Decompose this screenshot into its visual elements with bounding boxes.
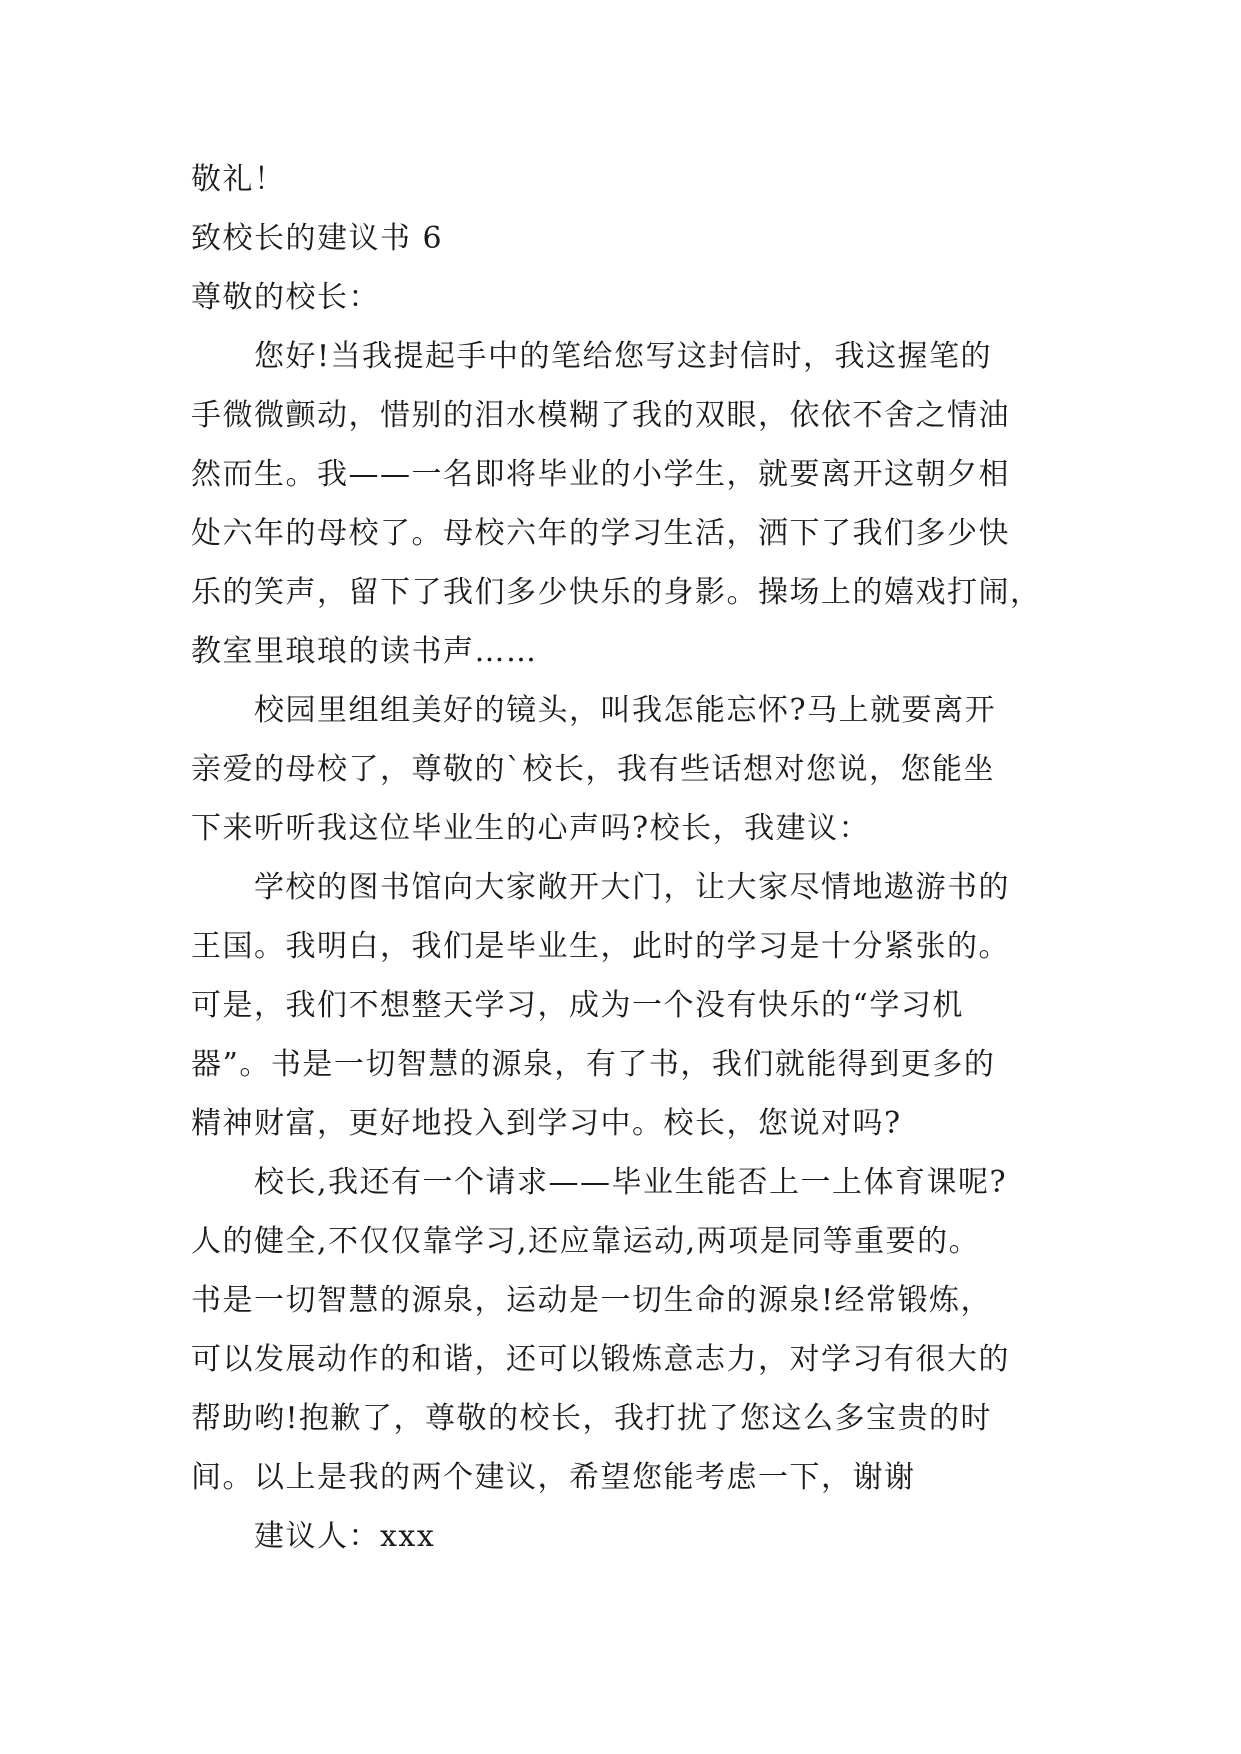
paragraph-line: 人的健全,不仅仅靠学习,还应靠运动,两项是同等重要的。 (191, 1224, 981, 1259)
paragraph-line: 乐的笑声，留下了我们多少快乐的身影。操场上的嬉戏打闹， (191, 575, 1042, 610)
paragraph-line: 学校的图书馆向大家敞开大门，让大家尽情地遨游书的 (254, 870, 1010, 905)
paragraph-line: 手微微颤动，惜别的泪水模糊了我的双眼，依依不舍之情油 (191, 398, 1010, 433)
paragraph-line: 然而生。我——一名即将毕业的小学生，就要离开这朝夕相 (191, 457, 1010, 492)
paragraph-line: 精神财富，更好地投入到学习中。校长，您说对吗? (191, 1106, 902, 1141)
paragraph-line: 校长,我还有一个请求——毕业生能否上一上体育课呢? (254, 1165, 1008, 1200)
paragraph-line: 书是一切智慧的源泉，运动是一切生命的源泉!经常锻炼， (191, 1283, 993, 1318)
paragraph-4 (191, 1153, 1071, 1507)
paragraph-line: 您好!当我提起手中的笔给您写这封信时，我这握笔的 (254, 339, 993, 374)
paragraph-line: 可是，我们不想整天学习，成为一个没有快乐的“学习机 (191, 988, 964, 1023)
paragraph-line: 处六年的母校了。母校六年的学习生活，洒下了我们多少快 (191, 516, 1010, 551)
paragraph-line: 王国。我明白，我们是毕业生，此时的学习是十分紧张的。 (191, 929, 1010, 964)
paragraph-line: 教室里琅琅的读书声…… (191, 634, 538, 669)
paragraph-line: 器”。书是一切智慧的源泉，有了书，我们就能得到更多的 (191, 1047, 996, 1082)
salutation: 尊敬的校长： (191, 280, 380, 315)
closing-line: 敬礼！ (191, 162, 286, 197)
paragraph-line: 校园里组组美好的镜头，叫我怎能忘怀?马上就要离开 (254, 693, 997, 728)
document-page (191, 150, 1071, 1566)
paragraph-3 (191, 858, 1071, 1153)
paragraph-line: 帮助哟!抱歉了，尊敬的校长，我打扰了您这么多宝贵的时 (191, 1401, 993, 1436)
paragraph-1 (191, 327, 1071, 681)
paragraph-line: 可以发展动作的和谐，还可以锻炼意志力，对学习有很大的 (191, 1342, 1010, 1377)
paragraph-line: 亲爱的母校了，尊敬的`校长，我有些话想对您说，您能坐 (191, 752, 995, 787)
paragraph-line: 下来听听我这位毕业生的心声吗?校长，我建议： (191, 811, 871, 846)
letter-title: 致校长的建议书 6 (191, 221, 444, 256)
signature: 建议人：xxx (254, 1519, 436, 1554)
paragraph-line: 间。以上是我的两个建议，希望您能考虑一下，谢谢 (191, 1460, 916, 1495)
paragraph-2 (191, 681, 1071, 858)
